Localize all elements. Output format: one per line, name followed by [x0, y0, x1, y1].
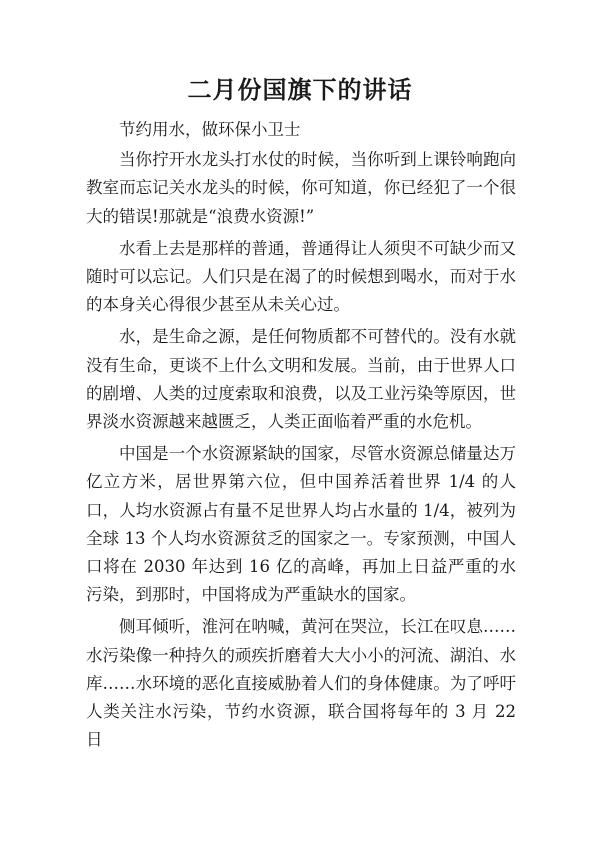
paragraph: 中国是一个水资源紧缺的国家，尽管水资源总储量达万亿立方米，居世界第六位，但中国养活着世界 1/4 的人口，人均水资源占有量不足世界人均占水量的 1/4，被列为全球 13 个人均水资源贫乏的国家之一。专家预测，中国人口将在 2030 年达到 16 亿的高峰，再加上日益严重的水污染，到那时，中国将成为严重缺水的国家。 [86, 444, 516, 605]
paragraph-subtitle: 节约用水，做环保小卫士 [119, 120, 301, 139]
document-title: 二月份国旗下的讲话 [187, 75, 413, 104]
paragraph: 水，是生命之源，是任何物质都不可替代的。没有水就没有生命，更谈不上什么文明和发展。当前，由于世界人口的剧增、人类的过度索取和浪费，以及工业污染等原因，世界淡水资源越来越匮乏，人类正面临着严重的水危机。 [86, 327, 516, 432]
document-body [86, 116, 516, 758]
paragraph: 当你拧开水龙头打水仗的时候，当你听到上课铃响跑向教室而忘记关水龙头的时候，你可知道，你已经犯了一个很大的错误!那就是“浪费水资源!” [86, 150, 516, 226]
paragraph: 水看上去是那样的普通，普通得让人须臾不可缺少而又随时可以忘记。人们只是在渴了的时候想到喝水，而对于水的本身关心得很少甚至从未关心过。 [86, 238, 516, 315]
paragraph: 侧耳倾听，淮河在呐喊，黄河在哭泣，长江在叹息……水污染像一种持久的顽疾折磨着大大小小的河流、湖泊、水库……水环境的恶化直接威胁着人们的身体健康。为了呼吁人类关注水污染，节约水资源，联合国将每年的 3 月 22 日 [86, 617, 516, 750]
